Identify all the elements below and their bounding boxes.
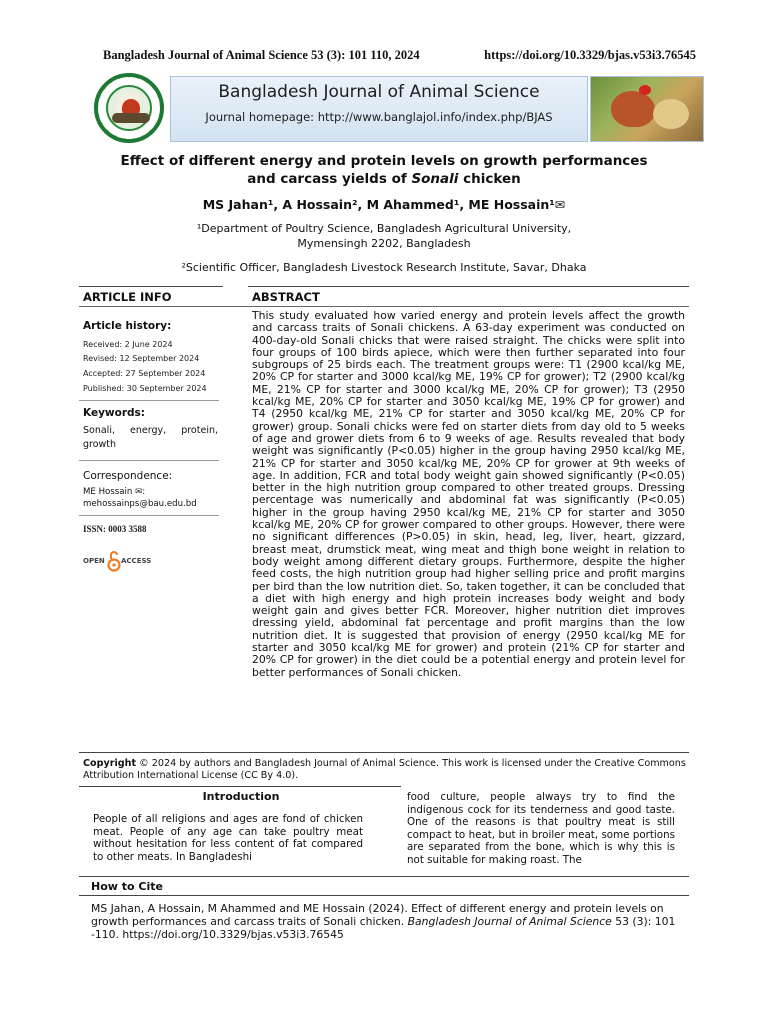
banner-title-box	[170, 76, 588, 142]
divider	[79, 306, 689, 307]
correspondence-email[interactable]: mehossainps@bau.edu.bd	[83, 499, 197, 509]
introduction-left-column: People of all religions and ages are fond of chicken meat. People of any age can take poultry meat without hesitation for less content of fat compared to other meats. In Bangladeshi	[93, 813, 363, 863]
journal-citation-line: Bangladesh Journal of Animal Science 53 (3): 101 110, 2024	[103, 48, 420, 62]
divider	[79, 786, 401, 787]
divider	[79, 876, 689, 877]
received-date: Received: 2 June 2024	[83, 340, 173, 349]
divider	[79, 400, 219, 401]
abstract-text: This study evaluated how varied energy and protein levels affect the growth and carcass traits of Sonali chickens. A 63-day experiment was conducted on 400-day-old Sonali chicks that were raised straight. The chicks were split into four groups of 100 birds apiece, which were then further separated into four subgroups of 25 birds each. The treatment groups were: T1 (2900 kcal/kg ME, 20% CP for starter and 3000 kcal/kg ME, 19% CP for grower); T2 (2900 kcal/kg ME, 21% CP for starter and 3000 kcal/kg ME, 20% CP for grower); T3 (2950 kcal/kg ME, 20% CP for starter and 3050 kcal/kg ME, 19% CP for grower) and T4 (2950 kcal/kg ME, 21% CP for starter and 3050 kcal/kg ME, 20% CP for grower) group. Sonali chicks were fed on starter diets from day old to 5 weeks of age and grower diets from 6 to 9 weeks of age. Results revealed that body weight was significantly (P<0.05) higher in the group having 2950 kcal/kg ME, 21% CP for starter and 3050 kcal/kg ME, 20% CP for grower at 9th weeks of age. In addition, FCR and total body weight gain showed significantly (P<0.05) better in the high nutrition group compared to other treated groups. Dressing percentage was numerically and abdominal fat was significantly (P<0.05) higher in the group having 2950 kcal/kg ME, 21% CP for starter and 3050 kcal/kg ME, 20% CP for grower compared to other groups. However, there were no significant differences (P>0.05) in skin, head, leg, liver, heart, gizzard, breast meat, drumstick meat, wing meat and thigh bone weight in relation to body weight among different dietary groups. Furthermore, despite the higher feed costs, the high nutrition group had higher selling price and profit margins per bird than the low nutrition diet. So, taken together, it can be concluded that a diet with high energy and high protein increases body weight and body weight gain and gives better FCR. Moreover, higher nutrition diet improves dressing yield, abdominal fat percentage and profit margins than the low nutrition diet. It is suggested that provision of energy (2950 kcal/kg ME for starter and 3050 kcal/kg ME for grower) and protein (21% CP for starter and 20% CP for grower) in the diet could be a potential energy and protein level for better performances of Sonali chicken.	[252, 309, 685, 679]
article-history-heading: Article history:	[83, 320, 172, 332]
paper-title: Effect of different energy and protein levels on growth performances and carcass yields of Sonali chicken	[120, 153, 648, 187]
keywords-list: Sonali, energy, protein, growth	[83, 425, 218, 450]
issn: ISSN: 0003 3588	[83, 524, 147, 534]
copyright-notice: Copyright © 2024 by authors and Bangladesh Journal of Animal Science. This work is licensed under the Creative Commons Attribution International License (CC By 4.0).	[83, 758, 686, 781]
banner-homepage[interactable]: Journal homepage: http://www.banglajol.info/index.php/BJAS	[205, 110, 553, 124]
journal-banner	[94, 70, 704, 146]
divider	[79, 515, 219, 516]
introduction-heading: Introduction	[202, 790, 280, 803]
divider	[79, 895, 689, 896]
abstract-heading: ABSTRACT	[252, 290, 320, 304]
citation-text: MS Jahan, A Hossain, M Ahammed and ME Hossain (2024). Effect of different energy and protein levels on growth performances and carcass traits of Sonali chicken. Bangladesh Journal of Animal Science 53 (3): 101 -110. https://doi.org/10.3329/bjas.v53i3.76545	[91, 902, 676, 941]
author-list: MS Jahan¹, A Hossain², M Ahammed¹, ME Hossain¹✉	[202, 197, 566, 212]
divider	[79, 286, 223, 287]
correspondence-heading: Correspondence:	[83, 470, 173, 482]
keywords-heading: Keywords:	[83, 407, 145, 419]
divider	[248, 286, 689, 287]
open-access-lock-icon	[107, 550, 121, 572]
divider	[79, 752, 689, 753]
divider	[79, 460, 219, 461]
article-info-heading: ARTICLE INFO	[83, 290, 172, 304]
banner-journal-title: Bangladesh Journal of Animal Science	[218, 82, 540, 102]
affiliation-2: ²Scientific Officer, Bangladesh Livestock Research Institute, Savar, Dhaka	[181, 261, 587, 274]
revised-date: Revised: 12 September 2024	[83, 354, 200, 363]
doi-link[interactable]: https://doi.org/10.3329/bjas.v53i3.76545	[484, 48, 696, 62]
cattle-icon	[112, 113, 150, 123]
open-access-badge: OPEN ACCESS	[83, 550, 163, 574]
affiliation-1: ¹Department of Poultry Science, Bangladesh Agricultural University, Mymensingh 2202, Bangladesh	[196, 222, 572, 250]
accepted-date: Accepted: 27 September 2024	[83, 369, 206, 378]
society-logo	[94, 73, 164, 143]
published-date: Published: 30 September 2024	[83, 384, 207, 393]
correspondence-name: ME Hossain ✉:	[83, 487, 146, 497]
how-to-cite-heading: How to Cite	[91, 880, 163, 893]
poultry-photo	[590, 76, 704, 142]
introduction-right-column: food culture, people always try to find the indigenous cock for its tenderness and good taste. One of the reasons is that poultry meat is still compact to heat, but in broiler meat, some portions are separated from the bone, which is why this is not suitable for making roast. The	[407, 791, 675, 866]
